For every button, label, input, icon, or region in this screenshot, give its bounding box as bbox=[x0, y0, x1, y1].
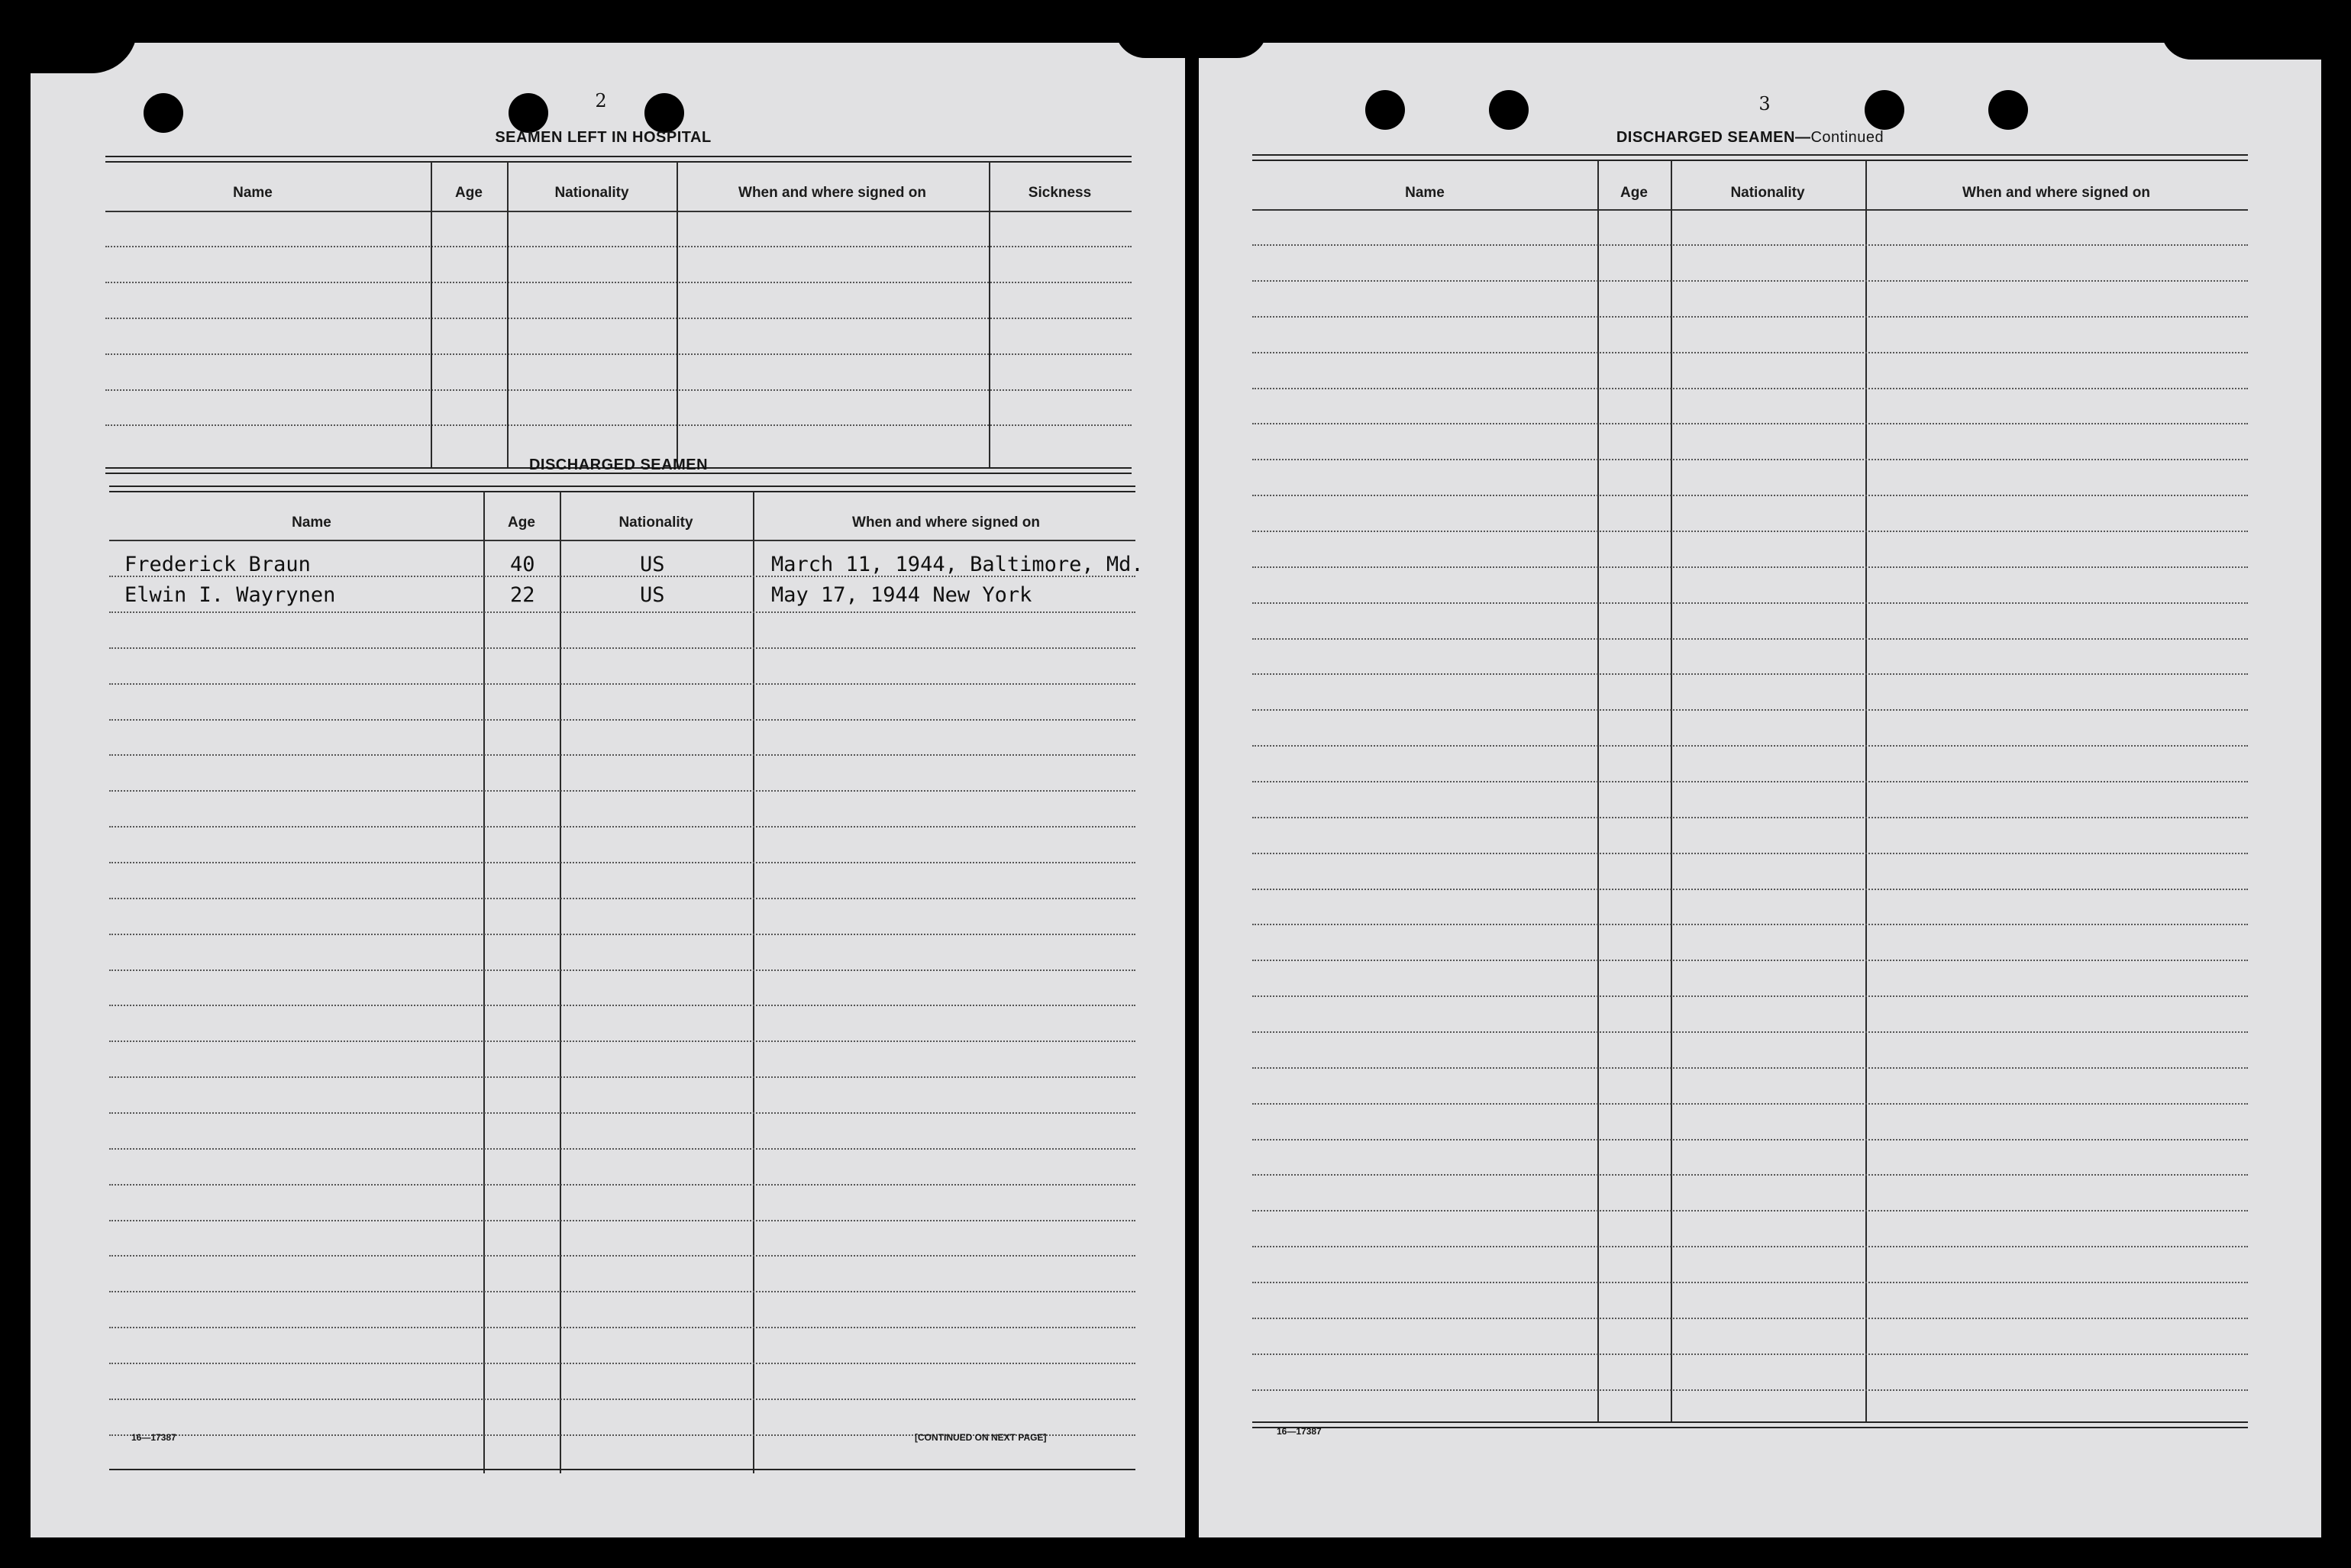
seaman-1-signed-on: March 11, 1944, Baltimore, Md. bbox=[771, 553, 1144, 576]
continued-col-age: Age bbox=[1620, 185, 1648, 201]
hospital-col-signed-on: When and where signed on bbox=[738, 185, 926, 201]
form-number: 16—17387 bbox=[131, 1432, 176, 1443]
continued-col-signed-on: When and where signed on bbox=[1962, 185, 2150, 201]
punch-hole bbox=[509, 93, 548, 133]
punch-hole bbox=[144, 93, 183, 133]
hospital-section-title: SEAMEN LEFT IN HOSPITAL bbox=[495, 129, 712, 146]
torn-corner bbox=[23, 27, 137, 73]
title-main: DISCHARGED SEAMEN— bbox=[1616, 129, 1811, 146]
discharged-continued-title bbox=[1616, 129, 1884, 147]
continued-col-nationality: Nationality bbox=[1730, 185, 1805, 201]
left-page bbox=[31, 43, 1185, 1537]
discharged-section-title: DISCHARGED SEAMEN bbox=[528, 457, 709, 473]
page-number: 2 bbox=[595, 90, 607, 111]
discharged-col-nationality: Nationality bbox=[618, 515, 693, 531]
seaman-2-age: 22 bbox=[510, 583, 535, 607]
seaman-1-age: 40 bbox=[510, 553, 535, 576]
seaman-1-nationality: US bbox=[640, 553, 665, 576]
discharged-continued-table bbox=[1252, 154, 2248, 1453]
continued-note: [CONTINUED ON NEXT PAGE] bbox=[915, 1432, 1047, 1443]
continued-col-name: Name bbox=[1405, 185, 1445, 201]
hospital-col-nationality: Nationality bbox=[554, 185, 629, 201]
hospital-col-sickness: Sickness bbox=[1028, 185, 1092, 201]
discharged-table bbox=[109, 486, 1144, 1473]
right-page bbox=[1199, 43, 2321, 1537]
discharged-col-name: Name bbox=[292, 515, 331, 531]
hospital-col-age: Age bbox=[455, 185, 483, 201]
title-continued: Continued bbox=[1810, 129, 1884, 146]
punch-hole bbox=[1365, 90, 1405, 130]
form-number: 16—17387 bbox=[1277, 1426, 1322, 1437]
hospital-table bbox=[105, 156, 1132, 478]
torn-edge bbox=[1191, 27, 1268, 58]
discharged-col-age: Age bbox=[508, 515, 535, 531]
seaman-1-name: Frederick Braun bbox=[124, 553, 311, 576]
seaman-2-nationality: US bbox=[640, 583, 665, 607]
punch-hole bbox=[1489, 90, 1529, 130]
seaman-2-name: Elwin I. Wayrynen bbox=[124, 583, 336, 607]
punch-hole bbox=[644, 93, 684, 133]
page-number: 3 bbox=[1758, 93, 1771, 115]
punch-hole bbox=[1988, 90, 2028, 130]
torn-corner bbox=[2161, 27, 2329, 60]
hospital-col-name: Name bbox=[233, 185, 273, 201]
discharged-col-signed-on: When and where signed on bbox=[852, 515, 1040, 531]
seaman-2-signed-on: May 17, 1944 New York bbox=[771, 583, 1032, 607]
punch-hole bbox=[1865, 90, 1904, 130]
